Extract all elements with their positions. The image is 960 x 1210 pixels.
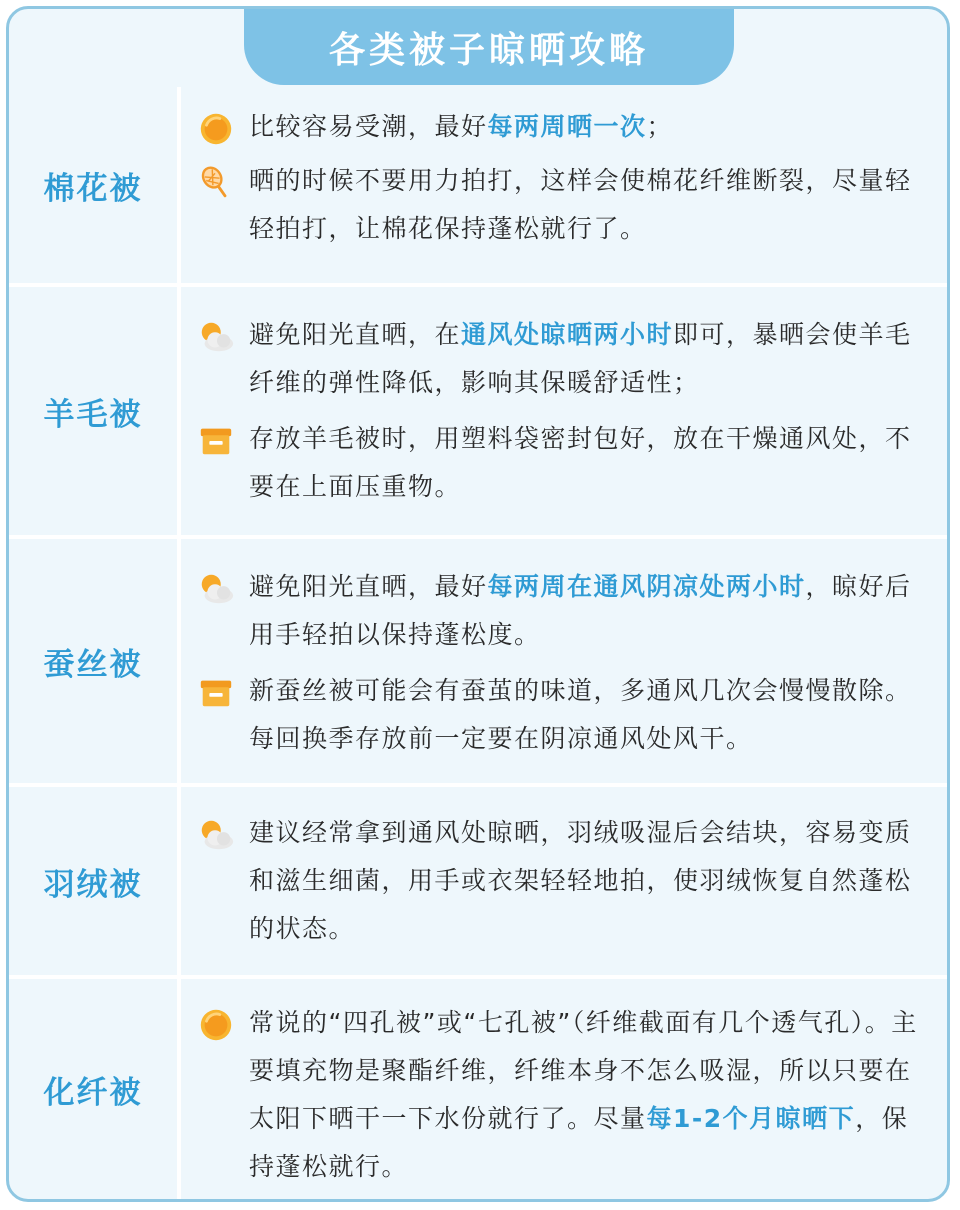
partly-cloudy-icon [197, 816, 235, 854]
list-item [197, 999, 929, 1191]
row-label-cell [9, 539, 181, 783]
row-content [181, 287, 947, 535]
row-content [181, 87, 947, 283]
row-wool-quilt [9, 287, 947, 535]
row-label: 化纤被 [43, 1074, 143, 1111]
row-content [181, 787, 947, 975]
sun-icon [197, 1006, 235, 1044]
storage-box-icon [197, 422, 235, 460]
list-item [197, 157, 929, 253]
row-down-quilt [9, 787, 947, 975]
list-item [197, 563, 929, 659]
list-item [197, 415, 929, 511]
row-content [181, 539, 947, 783]
guide-card [6, 6, 950, 1202]
partly-cloudy-icon [197, 318, 235, 356]
item-text: 存放羊毛被时，用塑料袋密封包好，放在干燥通风处，不要在上面压重物。 [249, 424, 912, 501]
row-cotton-quilt [9, 87, 947, 283]
item-text: 新蚕丝被可能会有蚕茧的味道，多通风几次会慢慢散除。每回换季存放前一定要在阴凉通风处风干。 [249, 676, 912, 753]
storage-box-icon [197, 674, 235, 712]
row-silk-quilt [9, 539, 947, 783]
row-synthetic-quilt [9, 979, 947, 1199]
row-label: 棉花被 [43, 170, 143, 207]
row-label: 羽绒被 [43, 866, 143, 903]
item-text: 避免阳光直晒，在通风处晾晒两小时即可，暴晒会使羊毛纤维的弹性降低，影响其保暖舒适性； [249, 320, 912, 397]
item-text: 避免阳光直晒，最好每两周在通风阴凉处两小时，晾好后用手轻拍以保持蓬松度。 [249, 572, 912, 649]
row-label: 羊毛被 [43, 396, 143, 433]
carpet-beater-icon [197, 164, 235, 202]
row-label: 蚕丝被 [43, 646, 143, 683]
page-title: 各类被子晾晒攻略 [328, 29, 649, 71]
row-label-cell [9, 979, 181, 1199]
sun-icon [197, 110, 235, 148]
list-item [197, 103, 929, 151]
list-item [197, 809, 929, 953]
row-content [181, 979, 947, 1199]
item-text: 常说的“四孔被”或“七孔被”（纤维截面有几个透气孔）。主要填充物是聚酯纤维，纤维本身不怎么吸湿，所以只要在太阳下晒干一下水份就行了。尽量每1-2个月晾晒下，保持蓬松就行。 [249, 1008, 918, 1181]
partly-cloudy-icon [197, 570, 235, 608]
title-banner [244, 9, 734, 85]
item-text: 晒的时候不要用力拍打，这样会使棉花纤维断裂，尽量轻轻拍打，让棉花保持蓬松就行了。 [249, 166, 912, 243]
list-item [197, 311, 929, 407]
list-item [197, 667, 929, 763]
item-text: 比较容易受潮，最好每两周晒一次； [249, 112, 674, 141]
row-label-cell [9, 787, 181, 975]
row-label-cell [9, 87, 181, 283]
item-text: 建议经常拿到通风处晾晒，羽绒吸湿后会结块，容易变质和滋生细菌，用手或衣架轻轻地拍，使羽绒恢复自然蓬松的状态。 [249, 818, 912, 943]
row-label-cell [9, 287, 181, 535]
